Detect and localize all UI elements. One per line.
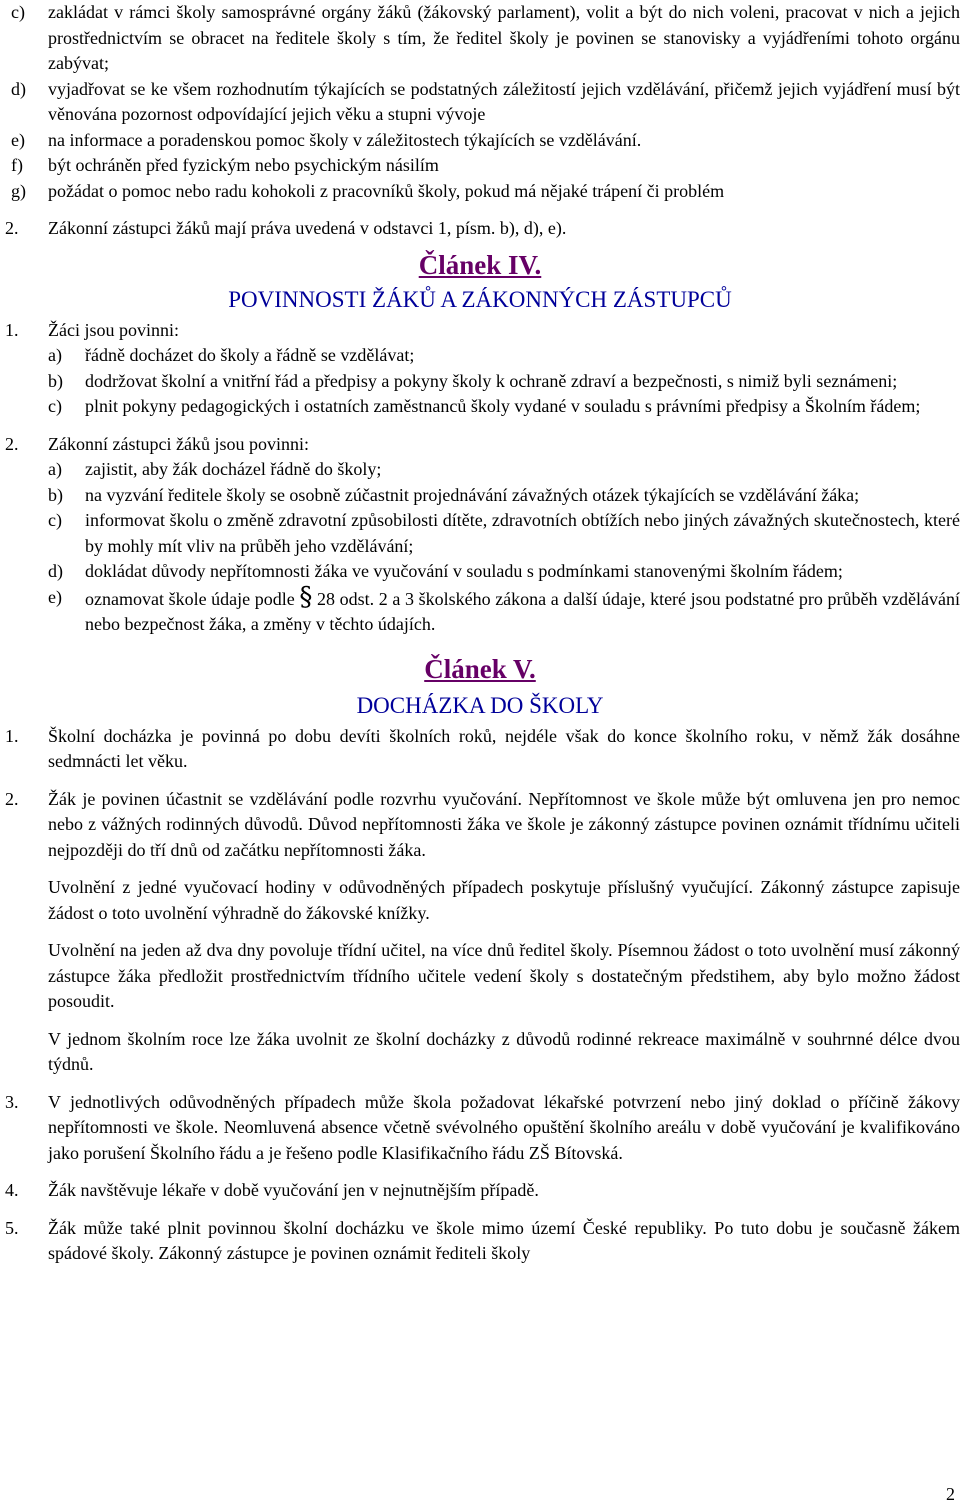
list-item: b) dodržovat školní a vnitřní řád a předpisy a pokyny školy k ochraně zdraví a bezpečnosti, s nimiž byli seznámeni; (48, 370, 898, 391)
article-v-subtitle: DOCHÁZKA DO ŠKOLY (356, 692, 604, 718)
article-v-title: Článek V. (424, 653, 536, 684)
list-item: d) dokládat důvody nepřítomnosti žáka ve vyučování v souladu s podmínkami stanovenými školním řádem; (48, 561, 843, 581)
list-item: c) zakládat v rámci školy samosprávné orgány žáků (žákovský parlament), volit a být do nich voleni, pracovat v nich a jejich prostřednictvím se obracet na ředitele školy s tím, že ředitel školy je povinen se stanovisky a vyjádřeními tohoto orgánu zabývat; (11, 2, 960, 73)
list-item: a) řádně docházet do školy a řádně se vzdělávat; (48, 345, 415, 365)
art5-paragraph-1: 1. Školní docházka je povinná po dobu devíti školních roků, nejdéle však do konce školního roku, v němž žák dosáhne sedmnácti let věku. (5, 725, 960, 771)
list-item: d) vyjadřovat se ke všem rozhodnutím týkajících se podstatných záležitostí jejich vzdělávání, přičemž jejich vyjádření musí být věnována pozornost odpovídající jejich věku a stupni vývoje (11, 78, 960, 124)
article-iv-subtitle: POVINNOSTI ŽÁKŮ A ZÁKONNÝCH ZÁSTUPCŮ (228, 286, 732, 312)
list-item: b) na vyzvání ředitele školy se osobně zúčastnit projednávání závažných otázek týkajících se vzdělávání žáka; (48, 484, 860, 505)
art5-p2-note: Uvolnění z jedné vyučovací hodiny v odůvodněných případech poskytuje příslušný vyučující. Zákonný zástupce zapisuje žádost o toto uvolnění výhradně do žákovské knížky. (48, 877, 960, 923)
art5-paragraph-4: 4. Žák navštěvuje lékaře v době vyučování jen v nejnutnějším případě. (5, 1180, 539, 1200)
art3-items-list (11, 0, 960, 204)
art5-paragraph-5: 5. Žák může také plnit povinnou školní docházku ve škole mimo území České republiky. Po tuto dobu je současně žákem spádové školy. Zákonný zástupce je povinen oznámit řediteli školy (5, 1217, 960, 1263)
art4-p1-items (48, 343, 960, 420)
list-item: e) na informace a poradenskou pomoc školy v záležitostech týkajících se vzdělávání. (11, 129, 642, 150)
art4-paragraph-1: 1. Žáci jsou povinni: (5, 319, 179, 340)
art5-paragraph-2: 2. Žák je povinen účastnit se vzdělávání podle rozvrhu vyučování. Nepřítomnost ve škole může být omluvena jen pro nemoc nebo z vážných rodinných důvodů. Důvod nepřítomnosti žáka ve škole je zákonný zástupce povinen oznámit třídnímu učiteli nejpozději do tří dnů od začátku nepřítomnosti žáka. (5, 788, 960, 860)
list-item: e) oznamovat škole údaje podle § 28 odst. 2 a 3 školského zákona a další údaje, které jsou podstatné pro průběh vzdělávání nebo bezpečnost žáka, a změny v těchto údajích. (48, 581, 960, 634)
art5-p2-note: Uvolnění na jeden až dva dny povoluje třídní učitel, na více dnů ředitel školy. Písemnou žádost o toto uvolnění musí zákonný zástupce žáka předložit prostřednictvím třídního učitele vedení školy s dostatečným předstihem, aby bylo možno žádost posoudit. (48, 940, 960, 1011)
art5-paragraph-3: 3. V jednotlivých odůvodněných případech může škola požadovat lékařské potvrzení nebo jiný doklad o příčině žákovy nepřítomnosti ve škole. Neomluvená absence včetně svévolného opuštění školního areálu v době vyučování je kvalifikováno jako porušení Školního řádu a je řešeno podle Klasifikačního řádu ZŠ Bítovská. (5, 1091, 960, 1163)
list-item: a) zajistit, aby žák docházel řádně do školy; (48, 459, 382, 479)
art4-p2-items (48, 457, 960, 638)
section-sign: § (299, 581, 313, 612)
list-item: c) plnit pokyny pedagogických i ostatních zaměstnanců školy vydané v souladu s právními předpisy a Školním řádem; (48, 396, 921, 416)
art4-paragraph-2: 2. Zákonní zástupci žáků jsou povinni: (5, 433, 309, 454)
list-item: f) být ochráněn před fyzickým nebo psychickým násilím (11, 155, 439, 175)
article-iv-title: Článek IV. (418, 249, 542, 280)
list-item: g) požádat o pomoc nebo radu kohokoli z pracovníků školy, pokud má nějaké trápení či problém (11, 180, 725, 201)
art3-paragraph-2: 2. Zákonní zástupci žáků mají práva uvedená v odstavci 1, písm. b), d), e). (5, 218, 567, 238)
art5-p2-note: V jednom školním roce lze žáka uvolnit ze školní docházky z důvodů rodinné rekreace maximálně v souhrnné délce dvou týdnů. (48, 1028, 960, 1074)
list-item: c) informovat školu o změně zdravotní způsobilosti dítěte, zdravotních obtížích nebo jiných závažných skutečnostech, které by mohly mít vliv na průběh jeho vzdělávání; (48, 510, 960, 556)
page-number: 2 (946, 1484, 955, 1504)
